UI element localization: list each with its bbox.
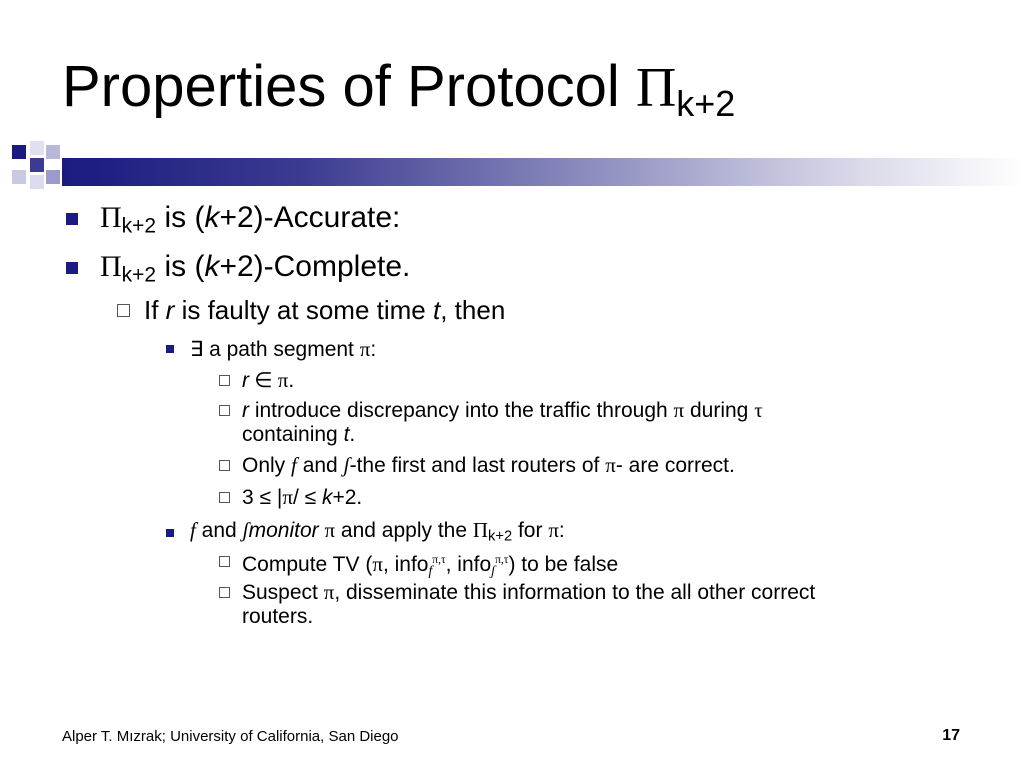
bullet-square [66, 262, 78, 274]
bullet-square [66, 213, 78, 225]
bullet-if-faulty: If r is faulty at some time t, then [144, 295, 506, 325]
bullet-small-square [166, 345, 174, 353]
footer-author: Alper T. Mızrak; University of California, San Diego [62, 728, 399, 745]
bullet-accurate: Πk+2 is (k+2)-Accurate: [100, 201, 401, 238]
slide-title [62, 52, 735, 139]
hollow-bullet [219, 492, 230, 503]
title-subscript: k+2 [676, 83, 736, 124]
bullet-suspect-cont: routers. [242, 605, 314, 628]
hollow-bullet [219, 460, 230, 471]
hollow-bullet [219, 375, 230, 386]
bullet-r-in-pi: r ∈ π. [242, 368, 295, 392]
hollow-bullet [219, 587, 230, 598]
bullet-path-segment: ∃ a path segment π: [190, 337, 377, 361]
page-number: 17 [942, 727, 960, 744]
decor-square [46, 170, 60, 184]
bullet-monitor: f and ʃmonitor π and apply the Πk+2 for π: [190, 518, 565, 545]
bullet-discrepancy: r introduce discrepancy into the traffic through π during τ [242, 398, 763, 422]
title-text: Properties of Protocol [62, 54, 636, 119]
title-pi-symbol: Π [635, 57, 677, 119]
hollow-bullet [219, 405, 230, 416]
bullet-suspect: Suspect π, disseminate this information to the all other correct [242, 580, 816, 604]
decor-square [12, 145, 26, 159]
decor-square [30, 158, 44, 172]
hollow-bullet [219, 556, 230, 567]
bullet-compute-tv: Compute TV (π, infof$^{\pi,\tau}$, infoʃ$^{\pi,\tau}$) to be false [242, 552, 619, 579]
decor-square [46, 145, 60, 159]
bullet-length-bound: 3 ≤ |π/ ≤ k+2. [242, 485, 363, 509]
bullet-complete: Πk+2 is (k+2)-Complete. [100, 250, 411, 287]
bullet-small-square [166, 529, 174, 537]
hollow-bullet [117, 304, 130, 317]
decor-square [12, 170, 26, 184]
title-underline-bar [62, 158, 1024, 186]
bullet-discrepancy-cont: containing t. [242, 423, 356, 446]
decor-square [30, 141, 44, 155]
bullet-only-correct: Only f and ʃ-the first and last routers of π- are correct. [242, 453, 735, 477]
decor-square [30, 175, 44, 189]
